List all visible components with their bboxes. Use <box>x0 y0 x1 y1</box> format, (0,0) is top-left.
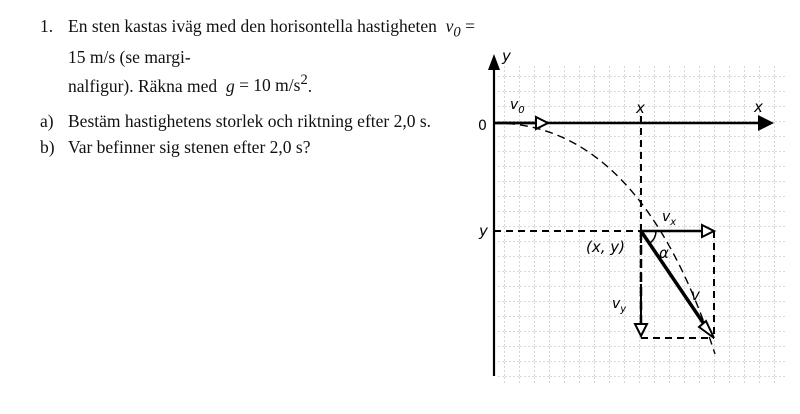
origin-label: 0 <box>478 118 487 134</box>
subquestion-text: Var befinner sig stenen efter 2,0 s? <box>68 137 311 158</box>
point-label: (x, y) <box>586 238 625 256</box>
projectile-figure <box>474 46 800 409</box>
x-axis-label: x <box>754 98 763 116</box>
g-symbol: g <box>225 75 235 96</box>
vx-vector-label: $v_x$ <box>662 209 677 228</box>
v0-symbol: $v_0$ <box>445 16 461 41</box>
figure-canvas <box>474 46 800 409</box>
problem-body <box>68 14 480 97</box>
subquestion-b <box>40 135 480 159</box>
y-tick-label: y <box>479 222 488 240</box>
subquestion-a <box>40 109 480 133</box>
g-value: = 10 $m/s^2$ <box>234 72 308 96</box>
y-axis-label: y <box>502 47 511 65</box>
v0-vector-label: $v_0$ <box>510 97 525 116</box>
subquestions <box>40 109 480 159</box>
subquestion-label: a) <box>40 111 54 132</box>
problem-line-2: nalfigur). Räkna med g = 10 $m/s^2$. <box>68 72 313 96</box>
line2-text: nalfigur). Räkna med <box>68 75 218 96</box>
y-axis-arrow <box>488 54 500 70</box>
subquestion-label: b) <box>40 137 55 158</box>
problem-number: 1. <box>40 16 54 36</box>
subquestion-text: Bestäm hastighetens storlek och riktning efter 2,0 s. <box>68 111 432 132</box>
problem-statement <box>40 14 480 97</box>
line1-text: En sten kastas iväg med den horisontella hastigheten <box>68 16 437 36</box>
v0-value: = 15 m/s (se margi- <box>68 16 475 67</box>
vy-vector-label: $v_y$ <box>612 296 627 315</box>
problem-line-1 <box>68 14 480 69</box>
alpha-label: α <box>659 244 669 262</box>
problem-text <box>40 14 480 161</box>
v-vector-label: v <box>691 286 700 304</box>
x-tick-label: x <box>636 99 645 117</box>
